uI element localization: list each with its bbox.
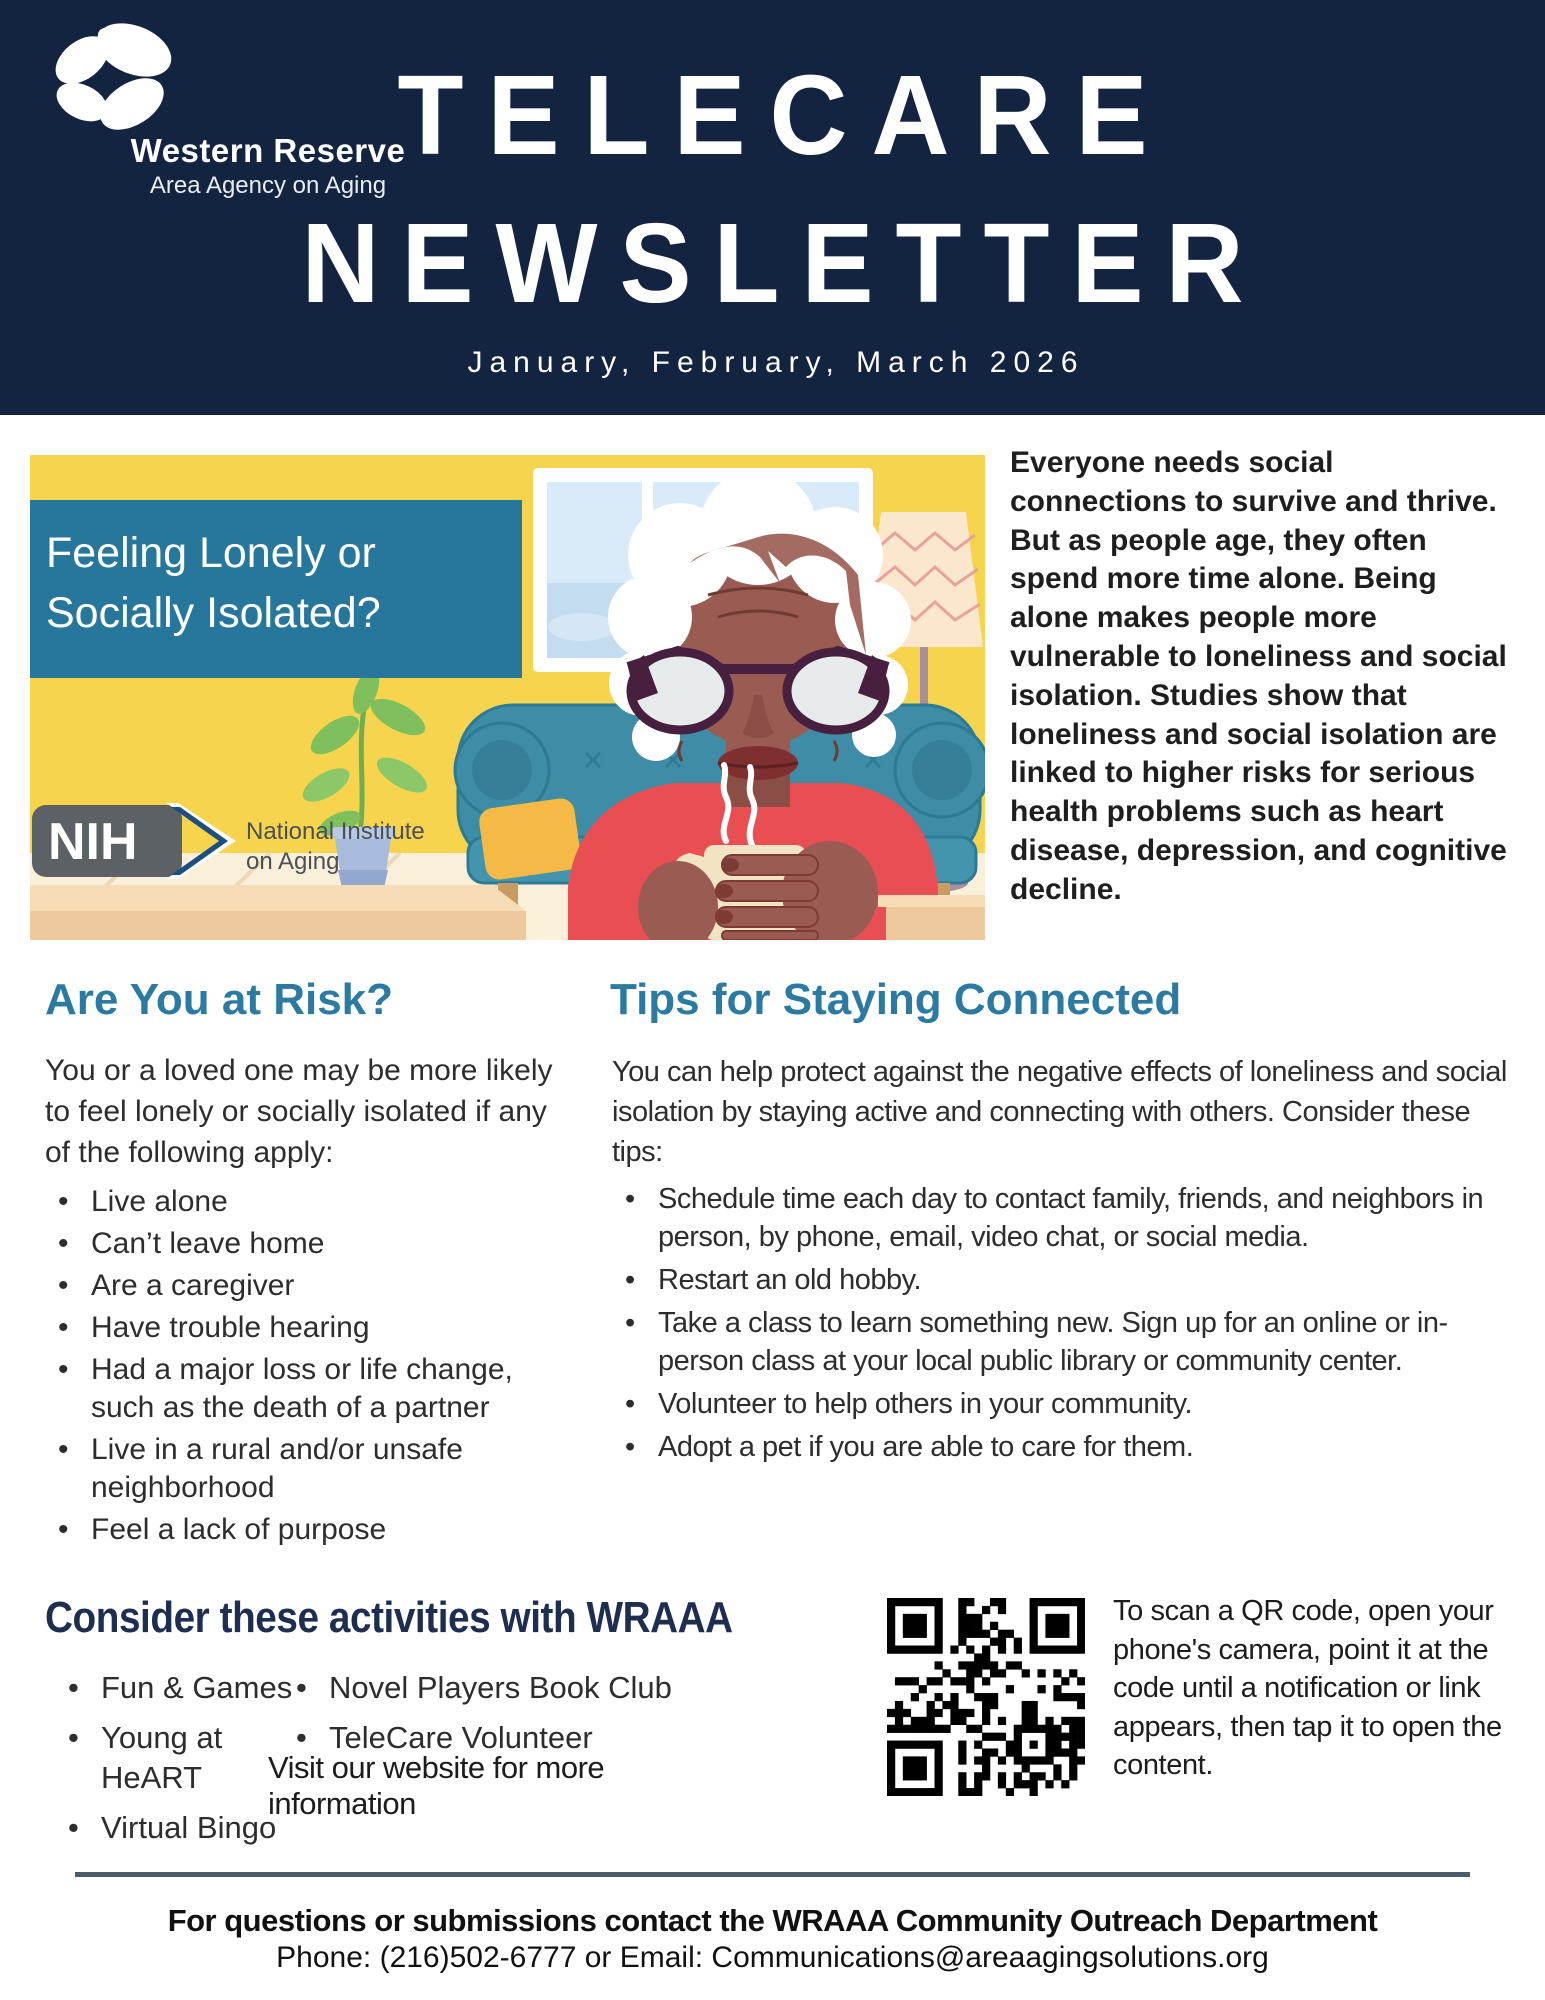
list-item: • Young at HeART (55, 1718, 295, 1798)
tips-bullet-list (612, 1180, 1517, 1471)
logo-org-subname: Area Agency on Aging (149, 172, 387, 199)
side-table-left (30, 885, 526, 940)
newsletter-title-line2: NEWSLETTER (301, 198, 1266, 327)
list-item: • Had a major loss or life change, such as the death of a partner (45, 1351, 570, 1427)
risk-bullet-list (45, 1183, 570, 1553)
list-item: • Are a caregiver (45, 1267, 570, 1305)
header-banner (0, 0, 1545, 415)
hero-headline-line1: Feeling Lonely or (46, 529, 376, 577)
throw-pillow (477, 797, 582, 882)
list-item: • TeleCare Volunteer (283, 1718, 683, 1758)
hero-illustration (30, 455, 985, 940)
list-item: • Volunteer to help others in your community. (612, 1385, 1517, 1423)
headline-panel (30, 500, 522, 678)
living-room-illustration (30, 455, 985, 940)
nih-acronym: NIH (48, 813, 138, 871)
risk-section-heading: Are You at Risk? (45, 975, 394, 1024)
list-item: • Novel Players Book Club (283, 1668, 683, 1708)
list-item: • Live in a rural and/or unsafe neighborhood (45, 1431, 570, 1507)
footer-contact-line: For questions or submissions contact the WRAAA Community Outreach Department (167, 1903, 1378, 1938)
footer-phone-email-line: Phone: (216)502-6777 or Email: Communications@areaagingsolutions.org (276, 1941, 1269, 1974)
list-item: • Fun & Games (55, 1668, 295, 1708)
tips-section-intro: You can help protect against the negative effects of loneliness and social isolation by staying active and connecting with others. Consider these tips: (612, 1056, 1507, 1168)
list-item: • Restart an old hobby. (612, 1261, 1517, 1299)
list-item: • Have trouble hearing (45, 1309, 570, 1347)
list-item: • Adopt a pet if you are able to care for them. (612, 1428, 1517, 1466)
activities-section-heading: Consider these activities with WRAAA (45, 1593, 733, 1642)
newsletter-title-line1: TELECARE (397, 50, 1172, 179)
footer-divider (75, 1872, 1470, 1877)
activities-column-1 (55, 1668, 295, 1858)
list-item: • Schedule time each day to contact family, friends, and neighbors in person, by phone, email, video chat, or social media. (612, 1180, 1517, 1256)
qr-code (887, 1598, 1085, 1796)
qr-instructions: To scan a QR code, open your phone's camera, point it at the code until a notification or link appears, then tap it to open the content. (1113, 1595, 1502, 1781)
list-item: • Live alone (45, 1183, 570, 1221)
website-note: Visit our website for more information (268, 1750, 605, 1821)
tips-section-heading: Tips for Staying Connected (610, 975, 1182, 1024)
nih-name-line1: National Institute (246, 818, 425, 845)
list-item: • Can’t leave home (45, 1225, 570, 1263)
nih-name-line2: on Aging (246, 848, 340, 875)
side-table-right (878, 895, 985, 940)
hero-headline-line2: Socially Isolated? (46, 589, 381, 637)
intro-paragraph: Everyone needs social connections to survive and thrive. But as people age, they often spend more time alone. Being alone makes people more vulnerable to loneliness and social isolation. Studies show that loneliness and social isolation are linked to higher risks for serious health problems such as heart disease, depression, and cognitive decline. (1010, 446, 1507, 906)
risk-section-intro: You or a loved one may be more likely to feel lonely or socially isolated if any of the following apply: (45, 1054, 553, 1169)
logo-org-name: Western Reserve (130, 132, 406, 169)
issue-date: January, February, March 2026 (467, 346, 1085, 379)
list-item: • Virtual Bingo (55, 1808, 295, 1848)
lips (718, 746, 798, 780)
list-item: • Take a class to learn something new. Sign up for an online or in-person class at your local public library or community center. (612, 1304, 1517, 1380)
list-item: • Feel a lack of purpose (45, 1511, 570, 1549)
